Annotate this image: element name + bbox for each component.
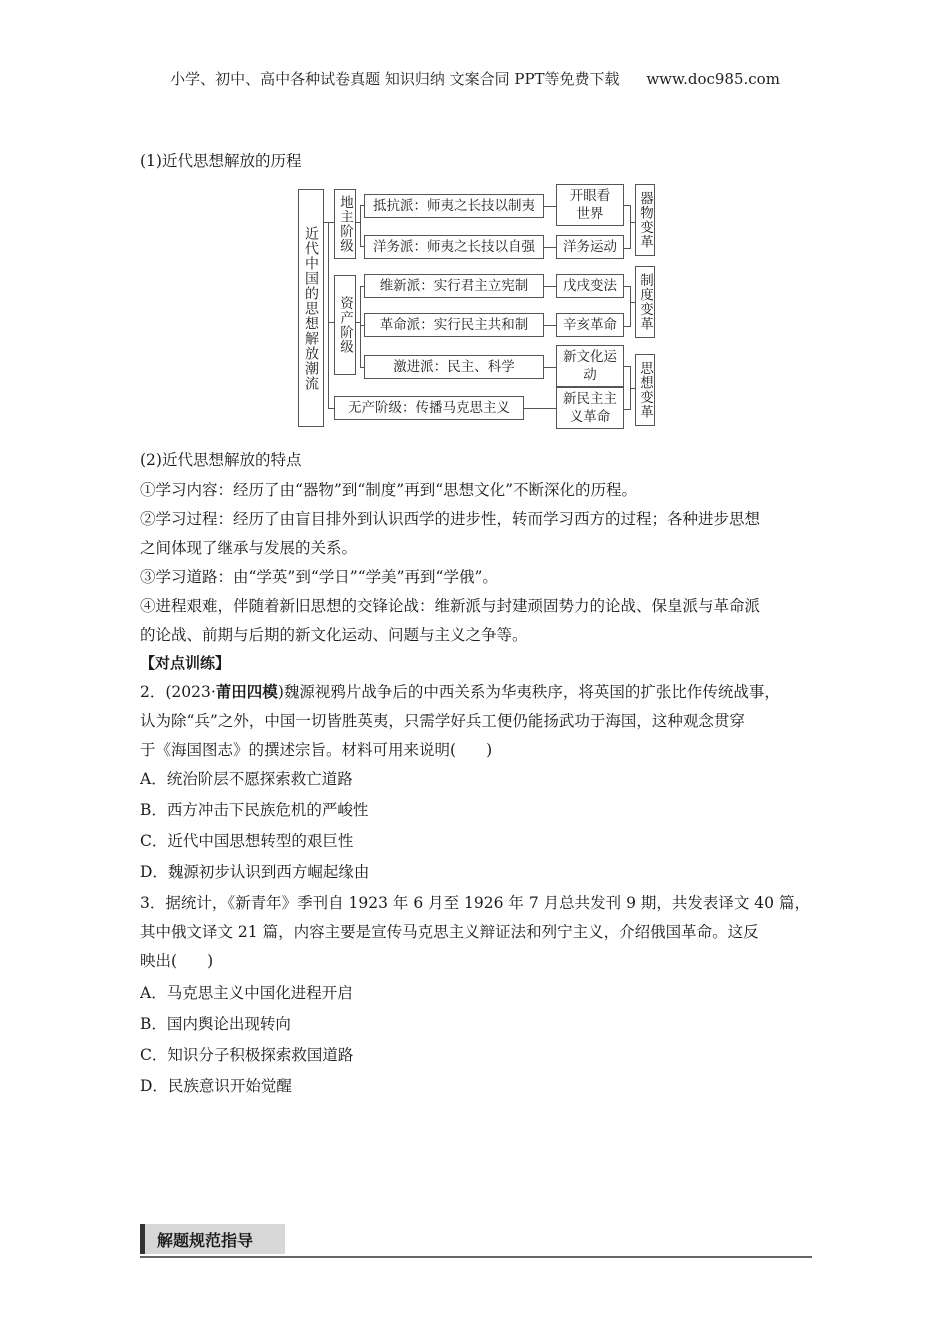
section-bar-label: 解题规范指导 [157, 1230, 254, 1250]
point-4-cont: 的论战、前期与后期的新文化运动、问题与主义之争等。 [140, 626, 528, 644]
point-1: ①学习内容：经历了由“器物”到“制度”再到“思想文化”不断深化的历程。 [140, 481, 638, 499]
question-3-line-3: 映出( ) [140, 952, 214, 970]
question-2-source: 莆田四模 [215, 683, 278, 701]
training-title: 【对点训练】 [140, 654, 231, 672]
point-4: ④进程艰难，伴随着新旧思想的交锋论战：维新派与封建顽固势力的论战、保皇派与革命派 [140, 597, 761, 615]
header-text: 小学、初中、高中各种试卷真题 知识归纳 文案合同 PPT等免费下载 [170, 70, 620, 88]
question-3-option-a[interactable]: A．马克思主义中国化进程开启 [140, 984, 353, 1002]
diagram-root: 近代中国的思想解放潮流 [298, 189, 324, 427]
question-3-option-d[interactable]: D．民族意识开始觉醒 [140, 1077, 292, 1095]
point-2: ②学习过程：经历了由盲目排外到认识西学的进步性，转而学习西方的过程；各种进步思想 [140, 510, 761, 528]
question-3-option-b[interactable]: B．国内舆论出现转向 [140, 1015, 291, 1033]
question-3-line-2: 其中俄文译文 21 篇，内容主要是宣传马克思主义辩证法和列宁主义，介绍俄国革命。这反 [140, 923, 759, 941]
question-3-option-c[interactable]: C．知识分子积极探索救国道路 [140, 1046, 354, 1064]
event-xinhai: 辛亥革命 [556, 313, 624, 337]
stage-thought: 思想变革 [635, 354, 655, 426]
event-wuxu: 戊戌变法 [556, 274, 624, 298]
question-2-option-d[interactable]: D．魏源初步认识到西方崛起缘由 [140, 863, 370, 881]
stage-material: 器物变革 [635, 184, 655, 256]
faction-westernization: 洋务派：师夷之长技以自强 [364, 235, 544, 259]
point-2-cont: 之间体现了继承与发展的关系。 [140, 539, 358, 557]
stage-institution: 制度变革 [635, 266, 655, 338]
section2-title: (2)近代思想解放的特点 [140, 451, 302, 469]
page-header [0, 68, 950, 89]
question-2-option-a[interactable]: A．统治阶层不愿探索救亡道路 [140, 770, 353, 788]
question-2-line-1: 2．(2023·莆田四模)魏源视鸦片战争后的中西关系为华夷秩序，将英国的扩张比作传统战事， [140, 683, 780, 701]
question-2-option-b[interactable]: B．西方冲击下民族危机的严峻性 [140, 801, 369, 819]
event-westernization-movement: 洋务运动 [556, 235, 624, 259]
event-new-culture: 新文化运动 [556, 345, 624, 387]
question-3-line-1: 3．据统计，《新青年》季刊自 1923 年 6 月至 1926 年 7 月总共发刊 9 期，共发表译文 40 篇， [140, 894, 810, 912]
question-2-option-c[interactable]: C．近代中国思想转型的艰巨性 [140, 832, 354, 850]
point-3: ③学习道路：由“学英”到“学日”“学美”再到“学俄”。 [140, 568, 498, 586]
class-proletariat: 无产阶级：传播马克思主义 [334, 396, 524, 420]
section-divider [140, 1256, 812, 1258]
event-open-eyes: 开眼看世界 [556, 184, 624, 226]
question-2-line-3: 于《海国图志》的撰述宗旨。材料可用来说明( ) [140, 741, 493, 759]
class-bourgeois: 资产阶级 [334, 275, 356, 375]
faction-radical: 激进派：民主、科学 [364, 355, 544, 379]
question-2-line-2: 认为除“兵”之外，中国一切皆胜英夷，只需学好兵工便仍能扬武功于海国，这种观念贯穿 [140, 712, 745, 730]
section-bar [140, 1224, 285, 1254]
section1-title: (1)近代思想解放的历程 [140, 152, 302, 170]
faction-revolution: 革命派：实行民主共和制 [364, 313, 544, 337]
event-new-democratic: 新民主主义革命 [556, 387, 624, 429]
faction-reform: 维新派：实行君主立宪制 [364, 274, 544, 298]
class-landlord: 地主阶级 [334, 189, 356, 259]
header-url[interactable]: www.doc985.com [646, 70, 780, 88]
faction-resist: 抵抗派：师夷之长技以制夷 [364, 194, 544, 218]
